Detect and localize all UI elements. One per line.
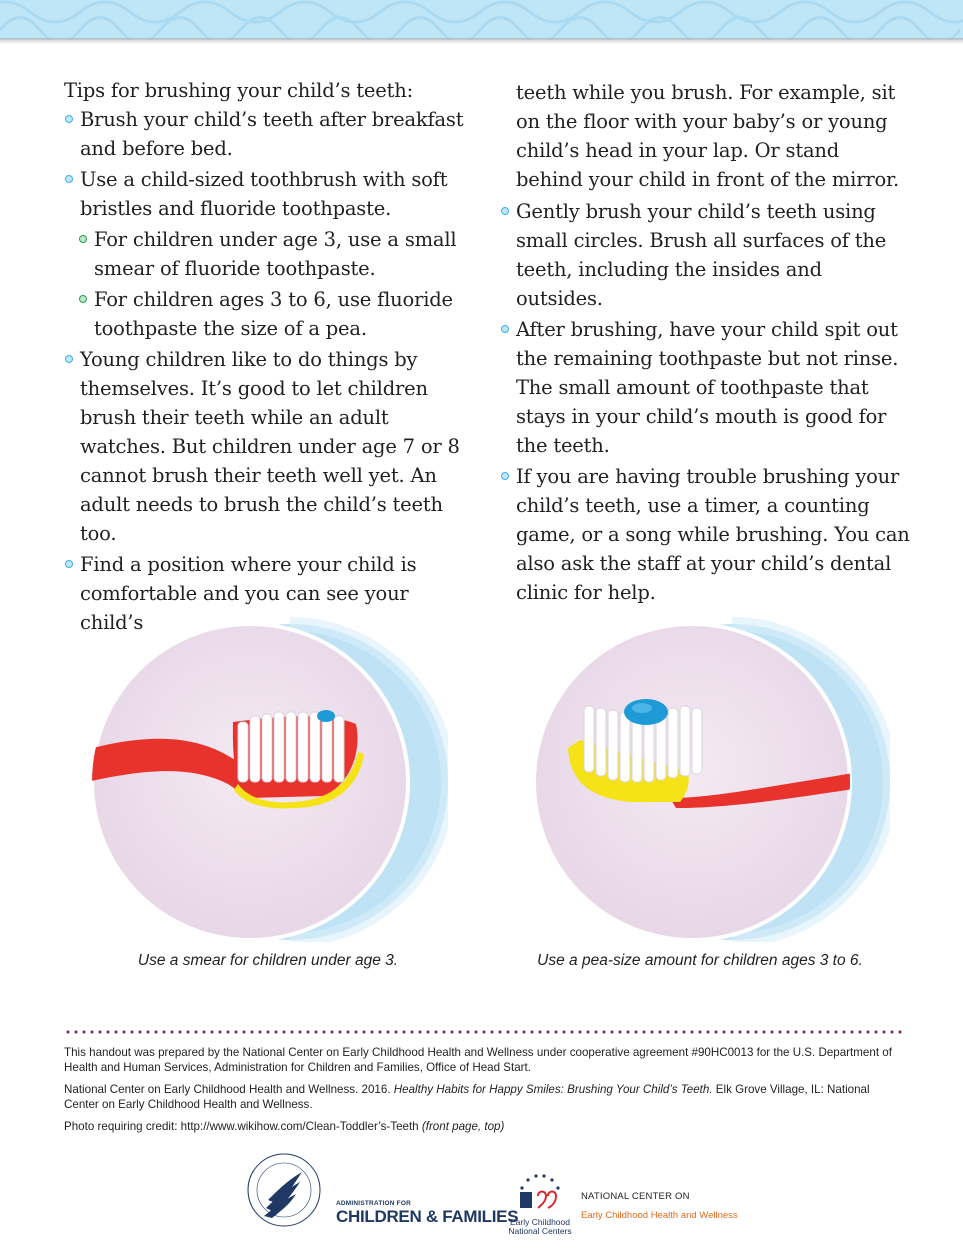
footer-divider (64, 1030, 902, 1034)
tip-find-position: Find a position where your child is comfortable and you can see your child’s (64, 550, 474, 637)
citation-end: Elk Grove Village, IL: National Center on Early Childhood Health and Wellness. (64, 1083, 870, 1111)
hhs-logo (244, 1150, 324, 1230)
photo-pea-size-toothbrush (520, 612, 890, 942)
tip-gently-brush: Gently brush your child’s teeth using small circles. Brush all surfaces of the teeth, including the insides and outsides. (500, 197, 910, 313)
acf-logo-small-text: ADMINISTRATION FOR (336, 1200, 411, 1207)
tip-brush-after-breakfast: Brush your child’s teeth after breakfast and before bed. (64, 105, 474, 163)
tip-under-age-3: For children under age 3, use a small smear of fluoride toothpaste. (64, 225, 474, 283)
decorative-header-band (0, 0, 963, 40)
tip-spit-not-rinse: After brushing, have your child spit out the remaining toothpaste but not rinse. The small amount of toothpaste that stays in your child’s mouth is good for the teeth. (500, 315, 910, 460)
right-column (500, 78, 910, 609)
footer-photo-credit (64, 1119, 904, 1134)
header-shadow (0, 38, 963, 44)
ncecw-logo-line1: NATIONAL CENTER ON (581, 1191, 690, 1202)
footer-credit: This handout was prepared by the National Center on Early Childhood Health and Wellness under cooperative agreement #90HC0013 for the U.S. Department of Health and Human Services, Administration for Children and Families, Office of Head Start. (64, 1046, 892, 1074)
tips-heading: Tips for brushing your child’s teeth: (64, 79, 413, 102)
footer-citation (64, 1082, 904, 1112)
tips-list (64, 105, 474, 637)
photo-credit-note: (front page, top) (421, 1120, 505, 1133)
caption-smear: Use a smear for children under age 3. (137, 952, 399, 969)
acf-logo (336, 1200, 518, 1227)
acf-logo-big-text: CHILDREN & FAMILIES (336, 1207, 519, 1226)
citation-title: Healthy Habits for Happy Smiles: Brushing Your Child’s Teeth. (393, 1083, 713, 1096)
caption-pea-size: Use a pea-size amount for children ages 3 to 6. (537, 952, 863, 969)
photo-smear-toothbrush (88, 612, 448, 942)
photo-credit-link[interactable]: Photo requiring credit: http://www.wikihow.com/Clean-Toddler’s-Teeth (64, 1120, 422, 1133)
ncecw-logo-line2: Early Childhood Health and Wellness (581, 1210, 738, 1221)
tip-young-children: Young children like to do things by themselves. It’s good to let children brush their teeth while an adult watches. But children under age 7 or 8 cannot brush their teeth well yet. An adult needs to brush the child’s teeth too. (64, 345, 474, 548)
left-column (64, 76, 474, 639)
citation-start: National Center on Early Childhood Health and Wellness. 2016. (64, 1083, 394, 1096)
tip-child-sized-toothbrush: Use a child-sized toothbrush with soft bristles and fluoride toothpaste. (64, 165, 474, 223)
eccn-logo-icon (512, 1174, 568, 1214)
eccn-logo-text: Early Childhood National Centers (508, 1217, 572, 1236)
tip-find-position-continued: teeth while you brush. For example, sit on the floor with your baby’s or young child’s head in your lap. Or stand behind your child in front of the mirror. (516, 81, 899, 191)
tips-list-continued (500, 197, 910, 607)
tip-trouble-brushing: If you are having trouble brushing your child’s teeth, use a timer, a counting game, or a song while brushing. You can also ask the staff at your child’s dental clinic for help. (500, 462, 910, 607)
tip-ages-3-to-6: For children ages 3 to 6, use fluoride toothpaste the size of a pea. (64, 285, 474, 343)
